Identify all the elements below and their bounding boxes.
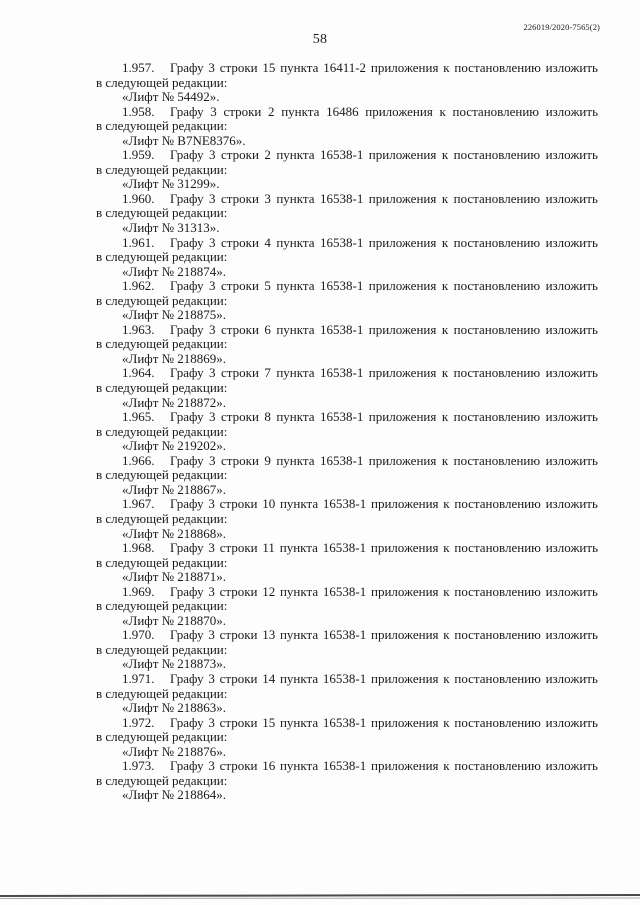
instruction-word: изложить bbox=[545, 60, 598, 75]
instruction-word: 3 bbox=[209, 365, 216, 381]
item-new-value: «Лифт № 218864». bbox=[122, 787, 227, 803]
item-number: 1.959. bbox=[122, 147, 155, 163]
instruction-word: 2 bbox=[264, 147, 271, 163]
item-instruction bbox=[170, 454, 598, 469]
item-new-value: «Лифт № 218870». bbox=[122, 612, 227, 628]
instruction-word: Графу bbox=[170, 103, 204, 119]
item-first-line bbox=[96, 410, 598, 425]
instruction-word: 16411-2 bbox=[323, 60, 367, 75]
instruction-word: постановлению bbox=[454, 714, 541, 730]
item-new-value: «Лифт № 218863». bbox=[122, 700, 227, 716]
item-number: 1.963. bbox=[122, 321, 155, 337]
item-new-value: «Лифт № 218868». bbox=[122, 525, 227, 541]
instruction-word: изложить bbox=[545, 758, 598, 774]
instruction-word: строки bbox=[219, 540, 258, 556]
item-instruction bbox=[170, 410, 598, 425]
list-item bbox=[96, 323, 598, 367]
item-first-line bbox=[96, 192, 598, 207]
item-new-value: «Лифт № 54492». bbox=[122, 89, 220, 105]
item-number: 1.972. bbox=[122, 714, 155, 730]
instruction-word: 16486 bbox=[326, 103, 359, 119]
instruction-word: пункта bbox=[279, 583, 319, 599]
instruction-word: пункта bbox=[276, 190, 315, 206]
item-continuation: в следующей редакции: bbox=[96, 423, 228, 439]
instruction-word: Графу bbox=[170, 540, 204, 556]
instruction-word: 16538-1 bbox=[319, 147, 364, 163]
item-instruction bbox=[170, 716, 598, 731]
instruction-word: 16538-1 bbox=[319, 234, 364, 250]
instruction-word: пункта bbox=[276, 234, 315, 250]
instruction-word: приложения bbox=[370, 670, 439, 686]
instruction-word: Графу bbox=[170, 365, 204, 381]
item-continuation: в следующей редакции: bbox=[96, 74, 228, 90]
item-instruction bbox=[170, 541, 598, 556]
instruction-word: постановлению bbox=[454, 540, 541, 556]
item-continuation: в следующей редакции: bbox=[96, 380, 228, 396]
instruction-word: пункта bbox=[279, 758, 319, 774]
instruction-word: пункта bbox=[279, 496, 319, 512]
instruction-word: Графу bbox=[170, 278, 204, 294]
instruction-word: постановлению bbox=[453, 234, 541, 250]
page-number: 58 bbox=[312, 32, 328, 47]
instruction-word: 16538-1 bbox=[322, 758, 367, 774]
instruction-word: Графу bbox=[170, 321, 204, 337]
instruction-word: 3 bbox=[208, 670, 215, 686]
instruction-word: 8 bbox=[264, 409, 271, 425]
instruction-word: 3 bbox=[209, 234, 216, 250]
instruction-word: постановлению bbox=[453, 365, 541, 381]
instruction-word: постановлению bbox=[454, 60, 541, 75]
item-first-line bbox=[96, 61, 598, 76]
instruction-word: изложить bbox=[545, 321, 598, 337]
instruction-word: постановлению bbox=[453, 409, 541, 425]
instruction-word: 16538-1 bbox=[322, 540, 367, 556]
instruction-word: пункта bbox=[279, 627, 319, 643]
instruction-word: приложения bbox=[370, 540, 439, 556]
item-continuation: в следующей редакции: bbox=[96, 772, 228, 788]
list-item bbox=[96, 105, 598, 149]
instruction-word: приложения bbox=[368, 409, 437, 425]
item-continuation: в следующей редакции: bbox=[96, 641, 228, 657]
instruction-word: 3 bbox=[209, 321, 216, 337]
item-number: 1.973. bbox=[122, 758, 155, 774]
instruction-word: 10 bbox=[262, 496, 276, 512]
instruction-word: 4 bbox=[264, 234, 271, 250]
instruction-word: 3 bbox=[210, 103, 217, 119]
instruction-word: строки bbox=[221, 234, 259, 250]
item-instruction bbox=[170, 61, 598, 76]
list-item bbox=[96, 672, 598, 716]
item-new-value: «Лифт № 31313». bbox=[122, 220, 220, 236]
item-continuation: в следующей редакции: bbox=[96, 249, 228, 265]
instruction-word: изложить bbox=[545, 670, 598, 686]
instruction-word: Графу bbox=[170, 147, 204, 163]
instruction-word: приложения bbox=[370, 60, 439, 75]
instruction-word: приложения bbox=[368, 190, 437, 206]
instruction-word: постановлению bbox=[453, 147, 541, 163]
instruction-word: 16538-1 bbox=[322, 670, 367, 686]
instruction-word: пункта bbox=[276, 452, 315, 468]
item-number: 1.971. bbox=[122, 670, 155, 686]
item-new-value: «Лифт № 218873». bbox=[122, 656, 227, 672]
instruction-word: приложения bbox=[370, 627, 439, 643]
instruction-word: постановлению bbox=[454, 758, 541, 774]
instruction-word: изложить bbox=[545, 278, 598, 294]
item-number: 1.962. bbox=[122, 278, 155, 294]
item-instruction bbox=[170, 497, 598, 512]
instruction-word: строки bbox=[221, 452, 259, 468]
instruction-word: пункта bbox=[276, 278, 315, 294]
item-instruction bbox=[170, 585, 598, 600]
instruction-word: приложения bbox=[370, 758, 439, 774]
list-item bbox=[96, 148, 598, 192]
instruction-word: приложения bbox=[370, 496, 439, 512]
instruction-word: Графу bbox=[170, 670, 204, 686]
amendments-list bbox=[96, 61, 598, 803]
instruction-word: строки bbox=[219, 496, 258, 512]
instruction-word: 16538-1 bbox=[322, 496, 367, 512]
item-number: 1.957. bbox=[122, 60, 155, 75]
instruction-word: 3 bbox=[209, 452, 216, 468]
item-number: 1.958. bbox=[122, 103, 155, 119]
item-first-line bbox=[96, 759, 598, 774]
instruction-word: изложить bbox=[545, 147, 598, 163]
instruction-word: к bbox=[441, 452, 449, 468]
instruction-word: приложения bbox=[368, 147, 437, 163]
instruction-word: строки bbox=[219, 670, 258, 686]
instruction-word: изложить bbox=[545, 409, 598, 425]
instruction-word: 3 bbox=[208, 758, 215, 774]
item-first-line bbox=[96, 541, 598, 556]
instruction-word: пункта bbox=[276, 409, 315, 425]
instruction-word: приложения bbox=[368, 321, 437, 337]
instruction-word: 16538-1 bbox=[319, 452, 364, 468]
instruction-word: Графу bbox=[170, 583, 204, 599]
list-item bbox=[96, 454, 598, 498]
item-continuation: в следующей редакции: bbox=[96, 510, 228, 526]
item-instruction bbox=[170, 192, 598, 207]
instruction-word: 9 bbox=[264, 452, 271, 468]
item-new-value: «Лифт № 218874». bbox=[122, 263, 227, 279]
instruction-word: 5 bbox=[264, 278, 271, 294]
item-first-line bbox=[96, 279, 598, 294]
item-continuation: в следующей редакции: bbox=[96, 292, 228, 308]
item-first-line bbox=[96, 672, 598, 687]
item-new-value: «Лифт № 218869». bbox=[122, 350, 227, 366]
item-continuation: в следующей редакции: bbox=[96, 336, 228, 352]
item-new-value: «Лифт № 31299». bbox=[122, 176, 220, 192]
instruction-word: к bbox=[441, 278, 449, 294]
instruction-word: 3 bbox=[209, 147, 216, 163]
instruction-word: 3 bbox=[209, 409, 216, 425]
instruction-word: 16538-1 bbox=[319, 321, 364, 337]
instruction-word: строки bbox=[219, 714, 258, 730]
item-new-value: «Лифт № 218876». bbox=[122, 743, 227, 759]
instruction-word: 3 bbox=[208, 714, 215, 730]
instruction-word: постановлению bbox=[453, 452, 541, 468]
instruction-word: постановлению bbox=[454, 496, 541, 512]
item-number: 1.960. bbox=[122, 190, 155, 206]
item-instruction bbox=[170, 105, 598, 120]
list-item bbox=[96, 410, 598, 454]
instruction-word: к bbox=[443, 583, 450, 599]
instruction-word: 16538-1 bbox=[319, 409, 364, 425]
instruction-word: 3 bbox=[209, 190, 216, 206]
instruction-word: постановлению bbox=[454, 627, 541, 643]
instruction-word: приложения bbox=[370, 714, 439, 730]
list-item bbox=[96, 192, 598, 236]
item-first-line bbox=[96, 716, 598, 731]
instruction-word: Графу bbox=[170, 758, 204, 774]
instruction-word: 3 bbox=[208, 540, 215, 556]
item-instruction bbox=[170, 279, 598, 294]
instruction-word: приложения bbox=[368, 365, 437, 381]
document-code: 226019/2020-7565(2) bbox=[523, 22, 600, 32]
instruction-word: строки bbox=[221, 278, 259, 294]
instruction-word: постановлению bbox=[453, 190, 541, 206]
instruction-word: Графу bbox=[170, 627, 204, 643]
instruction-word: приложения bbox=[365, 103, 433, 119]
instruction-word: 16538-1 bbox=[322, 714, 367, 730]
instruction-word: строки bbox=[223, 103, 262, 119]
item-instruction bbox=[170, 628, 598, 643]
instruction-word: к bbox=[443, 627, 450, 643]
instruction-word: пункта bbox=[279, 540, 318, 556]
item-first-line bbox=[96, 585, 598, 600]
item-instruction bbox=[170, 366, 598, 381]
instruction-word: к bbox=[443, 714, 450, 730]
instruction-word: 2 bbox=[268, 103, 275, 119]
item-new-value: «Лифт № B7NE8376». bbox=[122, 132, 246, 148]
instruction-word: Графу bbox=[170, 496, 204, 512]
instruction-word: 16538-1 bbox=[322, 627, 367, 643]
instruction-word: Графу bbox=[170, 714, 204, 730]
instruction-word: изложить bbox=[545, 452, 598, 468]
instruction-word: постановлению bbox=[454, 670, 541, 686]
item-first-line bbox=[96, 105, 598, 120]
instruction-word: 16 bbox=[262, 758, 276, 774]
item-continuation: в следующей редакции: bbox=[96, 554, 228, 570]
item-first-line bbox=[96, 148, 598, 163]
item-number: 1.961. bbox=[122, 234, 155, 250]
instruction-word: к bbox=[441, 190, 449, 206]
list-item bbox=[96, 366, 598, 410]
instruction-word: 14 bbox=[262, 670, 276, 686]
instruction-word: изложить bbox=[545, 234, 598, 250]
instruction-word: 3 bbox=[208, 627, 215, 643]
item-first-line bbox=[96, 236, 598, 251]
list-item bbox=[96, 279, 598, 323]
list-item bbox=[96, 236, 598, 280]
instruction-word: Графу bbox=[170, 409, 204, 425]
instruction-word: строки bbox=[219, 60, 258, 75]
instruction-word: изложить bbox=[545, 583, 598, 599]
list-item bbox=[96, 541, 598, 585]
item-instruction bbox=[170, 672, 598, 687]
item-instruction bbox=[170, 148, 598, 163]
instruction-word: строки bbox=[219, 583, 258, 599]
instruction-word: к bbox=[443, 758, 450, 774]
item-continuation: в следующей редакции: bbox=[96, 685, 228, 701]
instruction-word: изложить bbox=[545, 190, 598, 206]
list-item bbox=[96, 628, 598, 672]
instruction-word: 12 bbox=[262, 583, 276, 599]
item-number: 1.969. bbox=[122, 583, 155, 599]
item-first-line bbox=[96, 323, 598, 338]
instruction-word: к bbox=[441, 234, 449, 250]
instruction-word: приложения bbox=[368, 234, 437, 250]
instruction-word: 15 bbox=[262, 714, 276, 730]
instruction-word: изложить bbox=[545, 627, 598, 643]
instruction-word: к bbox=[443, 540, 450, 556]
instruction-word: пункта bbox=[279, 714, 319, 730]
instruction-word: строки bbox=[221, 190, 259, 206]
instruction-word: 16538-1 bbox=[319, 190, 364, 206]
list-item bbox=[96, 716, 598, 760]
item-number: 1.970. bbox=[122, 627, 155, 643]
instruction-word: 11 bbox=[262, 540, 275, 556]
instruction-word: изложить bbox=[545, 714, 598, 730]
instruction-word: Графу bbox=[170, 452, 204, 468]
instruction-word: изложить bbox=[545, 365, 598, 381]
item-continuation: в следующей редакции: bbox=[96, 205, 228, 221]
item-number: 1.966. bbox=[122, 452, 155, 468]
instruction-word: строки bbox=[221, 365, 259, 381]
instruction-word: Графу bbox=[170, 190, 204, 206]
instruction-word: постановлению bbox=[454, 583, 541, 599]
instruction-word: изложить bbox=[545, 103, 598, 119]
item-first-line bbox=[96, 454, 598, 469]
instruction-word: 16538-1 bbox=[319, 278, 364, 294]
list-item bbox=[96, 759, 598, 803]
instruction-word: к bbox=[443, 670, 450, 686]
item-new-value: «Лифт № 218875». bbox=[122, 307, 227, 323]
instruction-word: пункта bbox=[281, 103, 320, 119]
item-instruction bbox=[170, 236, 598, 251]
instruction-word: строки bbox=[219, 758, 258, 774]
instruction-word: к bbox=[443, 496, 450, 512]
instruction-word: к bbox=[441, 147, 449, 163]
item-number: 1.964. bbox=[122, 365, 155, 381]
item-instruction bbox=[170, 323, 598, 338]
item-instruction bbox=[170, 759, 598, 774]
instruction-word: к bbox=[441, 409, 449, 425]
item-number: 1.967. bbox=[122, 496, 155, 512]
instruction-word: постановлению bbox=[453, 321, 541, 337]
scan-artifact-streak bbox=[0, 893, 640, 901]
list-item bbox=[96, 61, 598, 105]
instruction-word: пункта bbox=[276, 321, 315, 337]
item-continuation: в следующей редакции: bbox=[96, 118, 228, 134]
instruction-word: 16538-1 bbox=[322, 583, 367, 599]
item-number: 1.968. bbox=[122, 540, 155, 556]
instruction-word: 7 bbox=[264, 365, 271, 381]
instruction-word: строки bbox=[219, 627, 258, 643]
item-continuation: в следующей редакции: bbox=[96, 467, 228, 483]
instruction-word: пункта bbox=[279, 670, 319, 686]
item-first-line bbox=[96, 628, 598, 643]
item-continuation: в следующей редакции: bbox=[96, 161, 228, 177]
instruction-word: к bbox=[443, 60, 450, 75]
instruction-word: строки bbox=[221, 321, 259, 337]
instruction-word: приложения bbox=[368, 278, 437, 294]
item-continuation: в следующей редакции: bbox=[96, 729, 228, 745]
instruction-word: 3 bbox=[208, 60, 215, 75]
instruction-word: 3 bbox=[264, 190, 271, 206]
instruction-word: пункта bbox=[280, 60, 319, 75]
instruction-word: строки bbox=[221, 409, 259, 425]
instruction-word: 16538-1 bbox=[319, 365, 364, 381]
list-item bbox=[96, 585, 598, 629]
item-continuation: в следующей редакции: bbox=[96, 598, 228, 614]
instruction-word: 15 bbox=[262, 60, 276, 75]
instruction-word: 3 bbox=[209, 278, 216, 294]
instruction-word: Графу bbox=[170, 60, 204, 75]
item-new-value: «Лифт № 218872». bbox=[122, 394, 227, 410]
instruction-word: пункта bbox=[276, 147, 315, 163]
instruction-word: 6 bbox=[264, 321, 271, 337]
instruction-word: 3 bbox=[208, 583, 215, 599]
instruction-word: постановлению bbox=[452, 103, 539, 119]
item-first-line bbox=[96, 366, 598, 381]
instruction-word: изложить bbox=[545, 540, 598, 556]
item-new-value: «Лифт № 218871». bbox=[122, 569, 227, 585]
instruction-word: к bbox=[441, 365, 449, 381]
instruction-word: приложения bbox=[370, 583, 439, 599]
item-new-value: «Лифт № 218867». bbox=[122, 481, 227, 497]
instruction-word: приложения bbox=[368, 452, 437, 468]
item-number: 1.965. bbox=[122, 409, 155, 425]
item-first-line bbox=[96, 497, 598, 512]
instruction-word: к bbox=[441, 321, 449, 337]
instruction-word: строки bbox=[221, 147, 259, 163]
instruction-word: 13 bbox=[262, 627, 276, 643]
instruction-word: изложить bbox=[545, 496, 598, 512]
instruction-word: к bbox=[439, 103, 446, 119]
item-new-value: «Лифт № 219202». bbox=[122, 438, 227, 454]
list-item bbox=[96, 497, 598, 541]
instruction-word: Графу bbox=[170, 234, 204, 250]
instruction-word: постановлению bbox=[453, 278, 541, 294]
instruction-word: пункта bbox=[276, 365, 315, 381]
instruction-word: 3 bbox=[208, 496, 215, 512]
